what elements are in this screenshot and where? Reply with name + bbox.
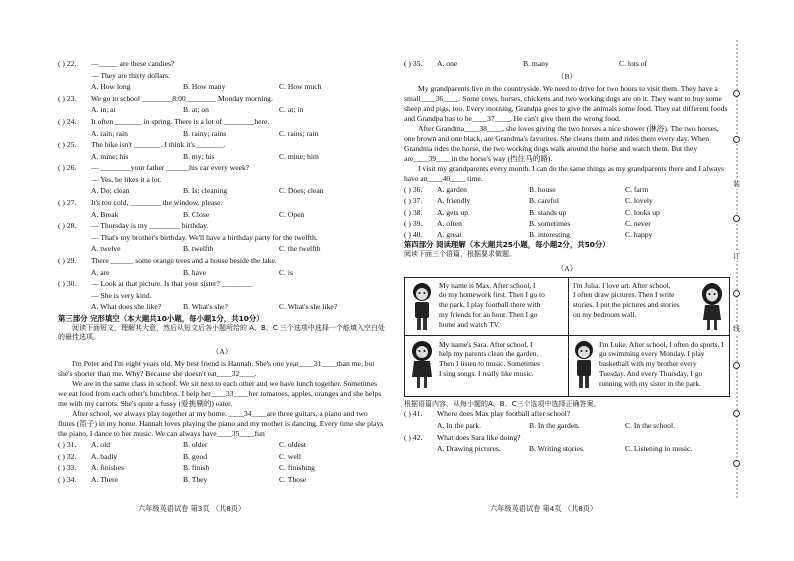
option-b: B. rainy; rains [183, 128, 227, 138]
question-number: ( ) 30. [58, 279, 77, 289]
options-row [58, 209, 386, 221]
question-number: ( ) 24. [58, 116, 77, 126]
passage-paragraph: After school, we always play together at my home. ____34____are three guitars, a piano and two flutes (笛子) in my home. Hannah loves playing the piano and my mother is dancing. Every time she plays the piano, I dance to her music. We can always have____35____fun [58, 409, 384, 439]
passage-b [404, 84, 730, 184]
binding-hole [733, 136, 740, 143]
question-stem-line [58, 255, 386, 267]
question-stem-line [404, 432, 730, 444]
option-a: A. great [437, 229, 462, 239]
options-row [58, 81, 386, 93]
option-a: A. in; at [91, 105, 116, 115]
question-number: ( ) 37. [404, 196, 423, 206]
option-b: B. What's she? [183, 302, 228, 312]
options-row [58, 104, 386, 116]
question-number: ( ) 26. [58, 163, 77, 173]
passage-b-label: （B） [556, 71, 578, 81]
binding-char: 订 [733, 252, 740, 260]
options-row [58, 151, 386, 163]
part3-instructions: 阅读下面短文，理解其大意，然后从短文后各小题所给的 A、B、C 三个选项中选择一个能填入空白处的最佳选项。 [58, 323, 385, 341]
right-footer: 六年级英语试卷 第4页 （共8页） [490, 504, 598, 513]
option-a: A. old [91, 440, 110, 450]
question-follow-line: — That's my brother's birthday. We'll have a birthday party for the twelfth. [91, 232, 318, 242]
option-a: A. Break [91, 209, 119, 219]
question-stem-line [58, 197, 386, 209]
grammar-questions [58, 58, 386, 313]
left-page-column [58, 58, 386, 486]
option-c: C. the twelfth [279, 244, 321, 254]
question-number: ( ) 27. [58, 198, 77, 208]
question-33 [58, 462, 386, 474]
option-b: B. Close [183, 209, 210, 219]
question-22 [58, 58, 386, 93]
question-number: ( ) 39. [404, 218, 423, 228]
option-a: A. twelve [91, 244, 121, 254]
question-stem: What does Sara like doing? [437, 432, 521, 442]
question-29 [58, 255, 386, 278]
option-c: C. oldest [279, 440, 307, 450]
question-23 [58, 93, 386, 116]
option-c: C. Open [279, 209, 305, 219]
option-c: C. Does; clean [279, 186, 324, 196]
question-follow-line: — Yes, he likes it a lot. [91, 174, 162, 184]
option-c: C. Listening to music. [625, 444, 693, 454]
question-stem: Where does Max play football after school? [437, 409, 571, 419]
option-b: B. have [183, 267, 207, 277]
max-text: My name is Max. After school, I do my homework first. Then I go to the park. I play football there with my friends for an hour. Then I go home and watch TV. [439, 280, 545, 329]
right-page-column [404, 58, 730, 455]
question-number: ( ) 36. [404, 185, 423, 195]
question-25 [58, 139, 386, 162]
passage-paragraph: After Grandma____38____, she loves giving the two horses a nice shower (淋浴). The two horses, one brown and one black, are Grandma's favorites. She cleans them and rides them every day. When Grandma rides the horse, the two working dogs walk around the horse and watch them. But they are____39____in the horse's way (挡住马的路). [404, 124, 719, 164]
option-c: C. well [279, 451, 301, 461]
option-c: C. looks up [625, 207, 660, 217]
option-b: B. house [529, 185, 556, 195]
option-c: C. never [625, 218, 651, 228]
option-c: C. In the school. [625, 421, 675, 431]
option-b: B. older [183, 440, 208, 450]
option-a: A. There [91, 474, 118, 484]
binding-hole [733, 215, 740, 222]
option-c: C. rains; rain [279, 128, 319, 138]
question-stem: — Thursday is my ________ birthday. [91, 221, 209, 231]
binding-hole [733, 90, 740, 97]
question-42 [404, 432, 730, 455]
binding-hole [733, 410, 740, 417]
question-number: ( ) 41. [404, 409, 423, 419]
options-row [404, 420, 730, 432]
sara-text: My name's Sara. After school, I help my parents clean the garden. Then I listen to music. Sometimes I sing songs. I really like music. [439, 339, 540, 379]
option-a: A. How long [91, 82, 131, 92]
question-stem: We go to school ________8:00________ Monday morning. [91, 93, 273, 103]
reading-questions [404, 409, 730, 455]
option-b: B. good [183, 451, 208, 461]
option-a: A. friendly [437, 196, 471, 206]
option-c: C. mine; him [279, 151, 319, 161]
option-b: B. They [183, 474, 208, 484]
option-c: C. Those [279, 474, 307, 484]
binding-hole [733, 362, 740, 369]
question-stem-line [58, 162, 386, 174]
option-a: A. In the park. [437, 421, 482, 431]
option-a: A. Do; clean [91, 186, 130, 196]
option-b: B. finish [183, 463, 210, 473]
question-stem: The bike isn't _______. I think it's _______. [91, 140, 226, 150]
option-b: B. Writing stories. [529, 444, 585, 454]
passage-paragraph: I visit my grandparents every month. I can do the same things as my grandparents there and I always have an____40____ time. [404, 164, 724, 184]
question-follow-line: — She is very kind. [91, 290, 152, 300]
option-b: B. In the garden. [529, 421, 580, 431]
option-a: A. What does she like? [91, 302, 162, 312]
question-stem-line [58, 278, 386, 290]
question-34 [58, 474, 386, 486]
question-number: ( ) 32. [58, 451, 77, 461]
reading-picture-box [404, 277, 730, 397]
option-b: B. careful [529, 196, 559, 206]
option-b: B. interesting [529, 229, 570, 239]
question-24 [58, 116, 386, 139]
option-a: A. garden [437, 185, 467, 195]
question-stem: There ______ some orange trees and a house beside the lake. [91, 256, 277, 266]
luke-text: I'm Luke. After school, I often do sports. I go swimming every Monday. I play basketball with my brother every Tuesday. And every Thursday, I go running with my sister in the park. [599, 339, 724, 388]
option-b: B. Is; cleaning [183, 186, 228, 196]
question-stem-line [58, 116, 386, 128]
left-footer: 六年级英语试卷 第3页 （共8页） [138, 504, 246, 513]
box-divider-horizontal [405, 335, 729, 336]
question-stem-line [58, 93, 386, 105]
part4-instructions: 阅读下面三个语篇，根据要求做题。 [404, 249, 516, 258]
question-stem: It often _______ in spring. There is a lot of ________here. [91, 116, 270, 126]
option-c: C. lovely [625, 196, 653, 206]
question-number: ( ) 42. [404, 432, 423, 442]
option-a: A. one [437, 58, 458, 68]
question-28 [58, 220, 386, 255]
options-row [58, 301, 386, 313]
question-number: ( ) 22. [58, 58, 77, 68]
option-b: B. How many [183, 82, 226, 92]
binding-char: 线 [733, 325, 740, 333]
question-stem: It's too cold, ________ the window, please. [91, 198, 223, 208]
passage-a-label: （A） [211, 347, 233, 357]
max-figure-icon [408, 281, 436, 333]
binding-char: 装 [733, 180, 740, 188]
question-stem: —_____ are these candies? [91, 58, 175, 68]
passage-paragraph: I'm Peter and I'm eight years old. My best friend is Hannah. She's one year____31____than me, but she's shorter than me. Why? Because she doesn't eat____32____. [58, 359, 375, 379]
question-number: ( ) 35. [404, 58, 423, 68]
option-c: C. What's she like? [279, 302, 338, 312]
option-a: A. finishes [91, 463, 124, 473]
binding-hole [733, 290, 740, 297]
question-number: ( ) 23. [58, 93, 77, 103]
option-b: B. twelfth [183, 244, 214, 254]
cloze-a-questions [58, 439, 386, 485]
question-32 [58, 451, 386, 463]
question-26 [58, 162, 386, 197]
question-41 [404, 409, 730, 432]
part4-title: 第四部分 阅读理解（本大题共25小题，每小题2分，共50分） [404, 240, 610, 250]
question-stem-line [404, 409, 730, 421]
question-stem-line [58, 58, 386, 70]
option-b: B. my; his [183, 151, 215, 161]
part3-title: 第三部分 完形填空（本大题共10小题，每小题1分，共10分） [58, 314, 264, 324]
option-c: C. is [279, 267, 293, 277]
cloze-b-questions [404, 184, 730, 240]
question-30 [58, 278, 386, 313]
question-38 [404, 207, 730, 218]
sara-figure-icon [408, 339, 436, 391]
option-b: B. many [523, 58, 549, 68]
question-27 [58, 197, 386, 220]
question-31 [58, 439, 386, 451]
question-37 [404, 196, 730, 207]
option-a: A. rain; rain [91, 128, 128, 138]
box-divider-vertical [568, 278, 569, 396]
question-stem-line [58, 139, 386, 151]
passage-c-label: （A） [556, 263, 578, 273]
option-b: B. at; on [183, 105, 209, 115]
option-b: B. sometimes [529, 218, 571, 228]
option-a: A. mine; his [91, 151, 129, 161]
question-number: ( ) 25. [58, 140, 77, 150]
option-a: A. Drawing pictures. [437, 444, 501, 454]
question-36 [404, 184, 730, 195]
option-c: C. happy [625, 229, 653, 239]
question-stem-line [58, 220, 386, 232]
reading-instructions: 根据语篇内容，从每小题的A、B、C三个选项中选择正确答案。 [404, 399, 601, 408]
passage-paragraph: We are in the same class in school. We sit next to each other and we have lunch together. Sometimes we eat food from each other's lunchbox. I help her____33____her tomatoes, apples, oranges and she helps me with my carrots. She's quite a fussy (爱挑剔的) eater. [58, 379, 382, 409]
question-number: ( ) 29. [58, 256, 77, 266]
option-a: A. gets up [437, 207, 469, 217]
question-39 [404, 218, 730, 229]
option-c: C. How much [279, 82, 322, 92]
question-follow-line: — They are thirty dollars. [91, 70, 170, 80]
passage-a [58, 359, 386, 439]
option-c: C. farm [625, 185, 649, 195]
question-number: ( ) 28. [58, 221, 77, 231]
julia-text: I'm Julia. I love art. After school, I often draw pictures. Then I write stories. I put the pictures and stories on my bedroom wall. [573, 280, 680, 320]
question-stem: — ________your father ______his car every week? [91, 163, 250, 173]
binding-hole [733, 460, 740, 467]
option-a: A. are [91, 267, 110, 277]
question-number: ( ) 38. [404, 207, 423, 217]
options-row [58, 267, 386, 279]
julia-figure-icon [699, 282, 725, 332]
option-a: A. badly [91, 451, 118, 461]
luke-figure-icon [571, 339, 597, 391]
binding-dashed-line [736, 40, 740, 500]
options-row [404, 443, 730, 455]
question-35 [404, 58, 730, 70]
question-40 [404, 229, 730, 240]
question-number: ( ) 40. [404, 229, 423, 239]
passage-paragraph: My grandparents live in the countryside. We need to drive for two hours to visit them. They have a small____36____. Some cows, horses, chickens and two working dogs are on it. They want to buy some sheep and pigs, too. Every morning, Grandpa goes to give the animals some food. They eat different foods and Grandpa has to be____37____. He can't give them the wrong food. [404, 84, 728, 124]
options-row [58, 244, 386, 256]
binding-line [733, 40, 740, 500]
option-c: C. finishing [279, 463, 315, 473]
option-c: C. lots of [619, 58, 648, 68]
question-number: ( ) 31. [58, 440, 77, 450]
option-c: C. at; in [279, 105, 304, 115]
question-stem: — Look at that picture. Is that your sister? ________ [91, 279, 253, 289]
question-number: ( ) 33. [58, 463, 77, 473]
option-b: B. stands up [529, 207, 567, 217]
options-row [58, 186, 386, 198]
question-number: ( ) 34. [58, 474, 77, 484]
option-a: A. often [437, 218, 462, 228]
options-row [58, 128, 386, 140]
